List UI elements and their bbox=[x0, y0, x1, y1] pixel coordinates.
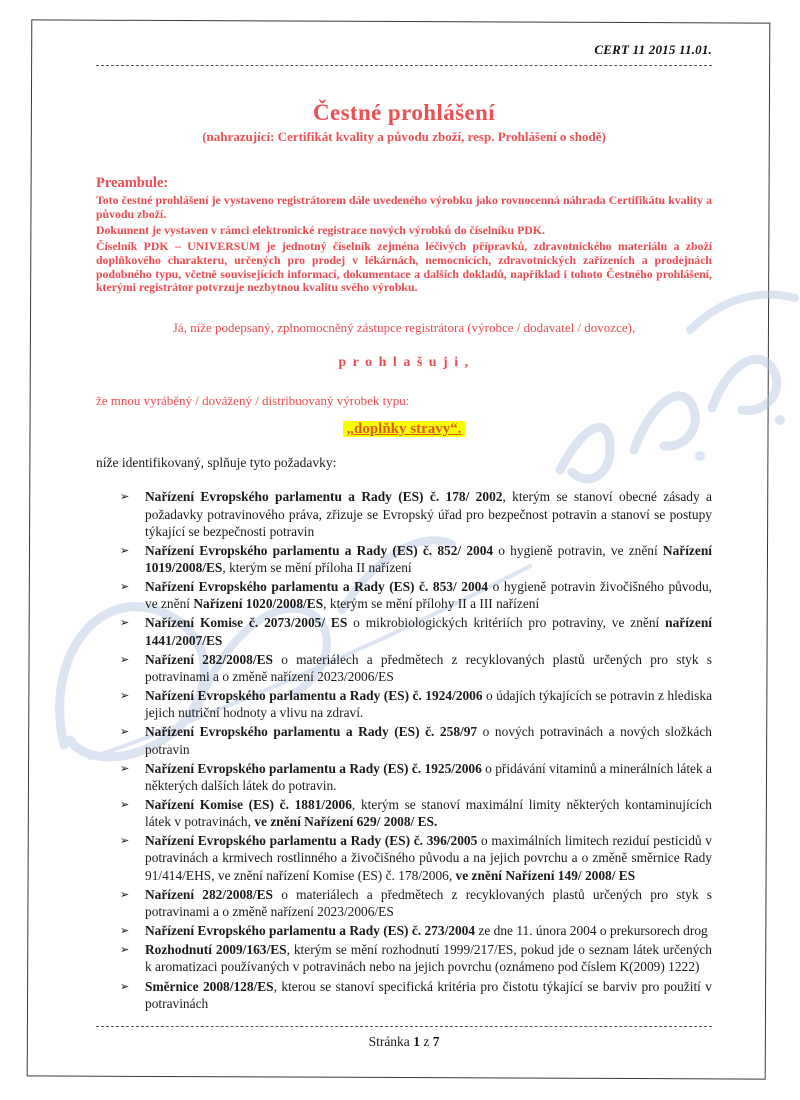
page-number-of: z bbox=[423, 1034, 430, 1049]
arrow-bullet-icon: ➢ bbox=[120, 798, 130, 811]
document-reference: CERT 11 2015 11.01. bbox=[594, 42, 712, 57]
page-number bbox=[96, 1034, 712, 1050]
page-number-current: 1 bbox=[413, 1034, 420, 1049]
arrow-bullet-icon: ➢ bbox=[120, 490, 130, 504]
requirement-item bbox=[120, 941, 712, 975]
requirement-text: Nařízení Evropského parlamentu a Rady (ES) č. 273/2004 ze dne 11. února 2004 o prekursorech drog bbox=[145, 923, 708, 939]
declaration-verb: p r o h l a š u j i , bbox=[338, 355, 470, 371]
preambule-heading: Preambule: bbox=[96, 175, 169, 191]
requirement-item bbox=[120, 832, 712, 883]
arrow-bullet-icon: ➢ bbox=[120, 580, 130, 594]
requirement-text: Nařízení 282/2008/ES o materiálech a předmětech z recyklovaných plastů určených pro styk s potravinami a o změně nařízení 2023/2006/ES bbox=[145, 886, 712, 919]
requirement-item bbox=[120, 651, 712, 685]
requirement-text: Rozhodnutí 2009/163/ES, kterým se mění rozhodnutí 1999/217/ES, pokud jde o seznam látek určených k aromatizaci používaných v potravinách nebo na jejich povrchu (oznámeno pod číslem K(2009) 1222) bbox=[145, 942, 713, 975]
requirement-text: Nařízení Evropského parlamentu a Rady (ES) č. 1925/2006 o přidávání vitaminů a minerálních látek a některých dalších látek do potravin. bbox=[145, 760, 712, 793]
product-type-highlight: „doplňky stravy“. bbox=[343, 421, 464, 437]
document-title: Čestné prohlášení bbox=[312, 100, 496, 125]
requirement-item bbox=[120, 614, 712, 648]
requirement-item bbox=[120, 978, 712, 1012]
requirement-text: Směrnice 2008/128/ES, kterou se stanoví specifická kritéria pro čistotu týkající se barviv pro použití v potravinách bbox=[145, 978, 712, 1011]
page-number-total: 7 bbox=[432, 1034, 440, 1049]
arrow-bullet-icon: ➢ bbox=[120, 689, 130, 703]
requirement-item bbox=[120, 760, 712, 794]
arrow-bullet-icon: ➢ bbox=[120, 943, 130, 957]
page-number-label: Stránka bbox=[368, 1034, 410, 1049]
arrow-bullet-icon: ➢ bbox=[120, 979, 130, 993]
arrow-bullet-icon: ➢ bbox=[120, 834, 130, 848]
document-subtitle: (nahrazující: Certifikát kvality a původu zboží, resp. Prohlášení o shodě) bbox=[202, 129, 606, 144]
preambule-paragraphs bbox=[96, 194, 712, 295]
arrow-bullet-icon: ➢ bbox=[120, 616, 130, 630]
product-type-line: že mnou vyráběný / dovážený / distribuovaný výrobek typu: bbox=[96, 393, 410, 409]
requirement-item bbox=[120, 542, 712, 576]
requirement-item bbox=[120, 796, 712, 830]
requirement-item bbox=[120, 578, 712, 612]
requirement-text: Nařízení Komise (ES) č. 1881/2006, kterým se stanoví maximální limity některých kontaminujících látek v potravinách, ve znění Nařízení 629/ 2008/ ES. bbox=[145, 797, 712, 830]
page-footer bbox=[96, 1026, 712, 1050]
preambule-paragraph: Toto čestné prohlášení je vystaveno registrátorem dále uvedeného výrobku jako rovnocenná náhrada Certifikátu kvality a původu zboží. bbox=[96, 193, 712, 221]
declaration-intro: Já, níže podepsaný, zplnomocněný zástupce registrátora (výrobce / dodavatel / dovozce), bbox=[172, 320, 636, 336]
requirement-item bbox=[120, 922, 712, 939]
arrow-bullet-icon: ➢ bbox=[120, 652, 130, 666]
arrow-bullet-icon: ➢ bbox=[120, 924, 130, 938]
requirements-list bbox=[96, 488, 712, 1012]
footer-divider bbox=[96, 1026, 712, 1027]
preambule-paragraph: Dokument je vystaven v rámci elektronické registrace nových výrobků do číselníku PDK. bbox=[96, 222, 545, 237]
requirement-text: Nařízení Evropského parlamentu a Rady (ES) č. 258/97 o nových potravinách a nových složkách potravin bbox=[145, 724, 712, 757]
preambule-paragraph: Číselník PDK – UNIVERSUM je jednotný číselník zejména léčivých přípravků, zdravotnického materiálu a zboží doplňkového charakteru, určených pro prodej v lékárnách, nemocnicích, zdravotnických zařízeních a prodejnách podobného typu, včetně souvisejících informací, dokumentace a dalších dokladů, například i tohoto Čestného prohlášení, kterými registrátor potvrzuje nezbytnou kvalitu svého výrobku. bbox=[96, 238, 712, 295]
product-type-wrap bbox=[96, 420, 712, 438]
requirement-item bbox=[120, 723, 712, 757]
requirement-text: Nařízení Evropského parlamentu a Rady (ES) č. 853/ 2004 o hygieně potravin živočišného původu, ve znění Nařízení 1020/2008/ES, kterým se mění přílohy II a III nařízení bbox=[145, 579, 712, 612]
requirements-intro: níže identifikovaný, splňuje tyto požadavky: bbox=[96, 455, 337, 471]
arrow-bullet-icon: ➢ bbox=[120, 725, 130, 739]
requirement-text: Nařízení Komise č. 2073/2005/ ES o mikrobiologických kritériích pro potraviny, ve znění nařízení 1441/2007/ES bbox=[145, 615, 712, 648]
requirement-item bbox=[120, 687, 712, 721]
arrow-bullet-icon: ➢ bbox=[120, 761, 130, 775]
arrow-bullet-icon: ➢ bbox=[120, 543, 130, 557]
requirement-text: Nařízení Evropského parlamentu a Rady (ES) č. 852/ 2004 o hygieně potravin, ve znění Nařízení 1019/2008/ES, kterým se mění příloha II nařízení bbox=[145, 542, 712, 575]
requirement-text: Nařízení Evropského parlamentu a Rady (ES) č. 396/2005 o maximálních limitech reziduí pesticidů v potravinách a krmivech rostlinného a živočišného původu a na jejich povrchu a o změně směrnice Rady 91/414/EHS, ve znění nařízení Komise (ES) č. 178/2006, ve znění Nařízení 149/ 2008/ ES bbox=[145, 833, 712, 883]
requirement-item bbox=[120, 886, 712, 920]
header-divider bbox=[96, 65, 712, 66]
arrow-bullet-icon: ➢ bbox=[120, 887, 130, 901]
requirement-text: Nařízení Evropského parlamentu a Rady (ES) č. 178/ 2002, kterým se stanoví obecné zásady a požadavky potravinového práva, zřizuje se Evropský úřad pro bezpečnost potravin a stanoví se postupy týkající se bezpečnosti potravin bbox=[145, 489, 712, 539]
requirement-text: Nařízení Evropského parlamentu a Rady (ES) č. 1924/2006 o údajích týkajících se potravin z hlediska jejich nutriční hodnoty a vlivu na zdraví. bbox=[145, 688, 713, 721]
requirement-item bbox=[120, 488, 712, 539]
requirement-text: Nařízení 282/2008/ES o materiálech a předmětech z recyklovaných plastů určených pro styk s potravinami a o změně nařízení 2023/2006/ES bbox=[145, 651, 712, 684]
